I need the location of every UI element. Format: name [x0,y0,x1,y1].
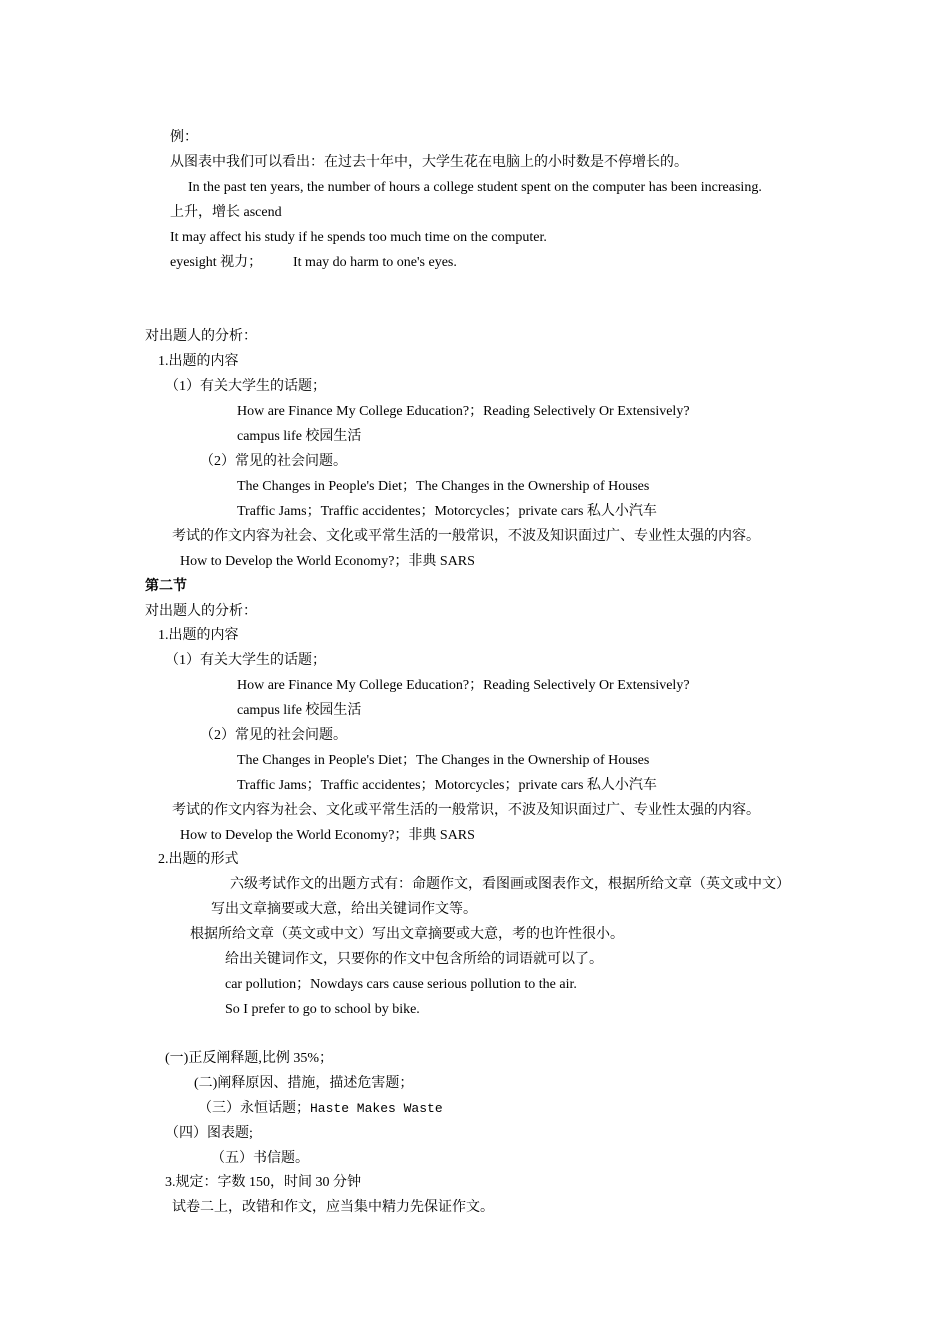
topic1-titles: How are Finance My College Education?；Reading Selectively Or Extensively? [237,678,690,693]
form-line: 写出文章摘要或大意，给出关键词作文等。 [211,902,477,917]
example-label: 例： [170,130,198,145]
traffic-topics: Traffic Jams；Traffic accidentes；Motorcycles；private cars 私人小汽车 [237,778,657,793]
essay-type: （五）书信题。 [211,1151,309,1166]
essay-type: (二)阐释原因、措施，描述危害题； [194,1076,414,1091]
essay-type: （四）图表题; [165,1126,253,1141]
essay-type-phrase: Haste Makes Waste [310,1101,443,1116]
rules: 3.规定：字数 150，时间 30 分钟 [165,1175,361,1190]
topic2-titles: The Changes in People's Diet；The Changes in the Ownership of Houses [237,753,650,768]
essay-type [198,1100,443,1118]
final-note: 试卷二上，改错和作文，应当集中精力先保证作文。 [172,1200,494,1215]
topic2-heading: （2）常见的社会问题。 [200,454,347,469]
economy-topic: How to Develop the World Economy?；非典 SARS [180,554,475,569]
form-line: 根据所给文章（英文或中文）写出文章摘要或大意，考的也许性很小。 [190,927,624,942]
content-note: 考试的作文内容为社会、文化或平常生活的一般常识，不波及知识面过广、专业性太强的内容。 [172,803,760,818]
example-en-sentence: In the past ten years, the number of hours a college student spent on the computer has been increasing. [188,180,762,195]
topic2-heading: （2）常见的社会问题。 [200,728,347,743]
form-line: 给出关键词作文，只要你的作文中包含所给的词语就可以了。 [225,952,603,967]
vocab-eyesight: eyesight 视力； [170,255,263,270]
form-line: So I prefer to go to school by bike. [225,1002,420,1017]
topic2-titles: The Changes in People's Diet；The Changes in the Ownership of Houses [237,479,650,494]
content-heading: 1.出题的内容 [158,354,239,369]
economy-topic: How to Develop the World Economy?；非典 SARS [180,828,475,843]
eyesight-sentence: It may do harm to one's eyes. [293,255,457,270]
form-line: car pollution；Nowdays cars cause serious pollution to the air. [225,977,577,992]
topic1-titles: How are Finance My College Education?；Reading Selectively Or Extensively? [237,404,690,419]
essay-type-prefix: （三）永恒话题； [198,1101,310,1116]
traffic-topics: Traffic Jams；Traffic accidentes；Motorcycles；private cars 私人小汽车 [237,504,657,519]
section-title: 第二节 [145,579,187,594]
content-note: 考试的作文内容为社会、文化或平常生活的一般常识，不波及知识面过广、专业性太强的内容。 [172,529,760,544]
form-heading: 2.出题的形式 [158,852,239,867]
campus-life: campus life 校园生活 [237,429,362,444]
essay-type: (一)正反阐释题,比例 35%； [165,1051,333,1066]
form-line: 六级考试作文的出题方式有：命题作文，看图画或图表作文，根据所给文章（英文或中文） [230,877,790,892]
example-zh-sentence: 从图表中我们可以看出：在过去十年中，大学生花在电脑上的小时数是不停增长的。 [170,155,688,170]
analysis-heading: 对出题人的分析： [145,329,257,344]
content-heading: 1.出题的内容 [158,628,239,643]
example-en-study: It may affect his study if he spends too much time on the computer. [170,230,547,245]
campus-life: campus life 校园生活 [237,703,362,718]
topic1-heading: （1）有关大学生的话题； [165,653,326,668]
analysis-heading: 对出题人的分析： [145,604,257,619]
topic1-heading: （1）有关大学生的话题； [165,379,326,394]
vocab-ascend: 上升，增长 ascend [170,205,282,220]
